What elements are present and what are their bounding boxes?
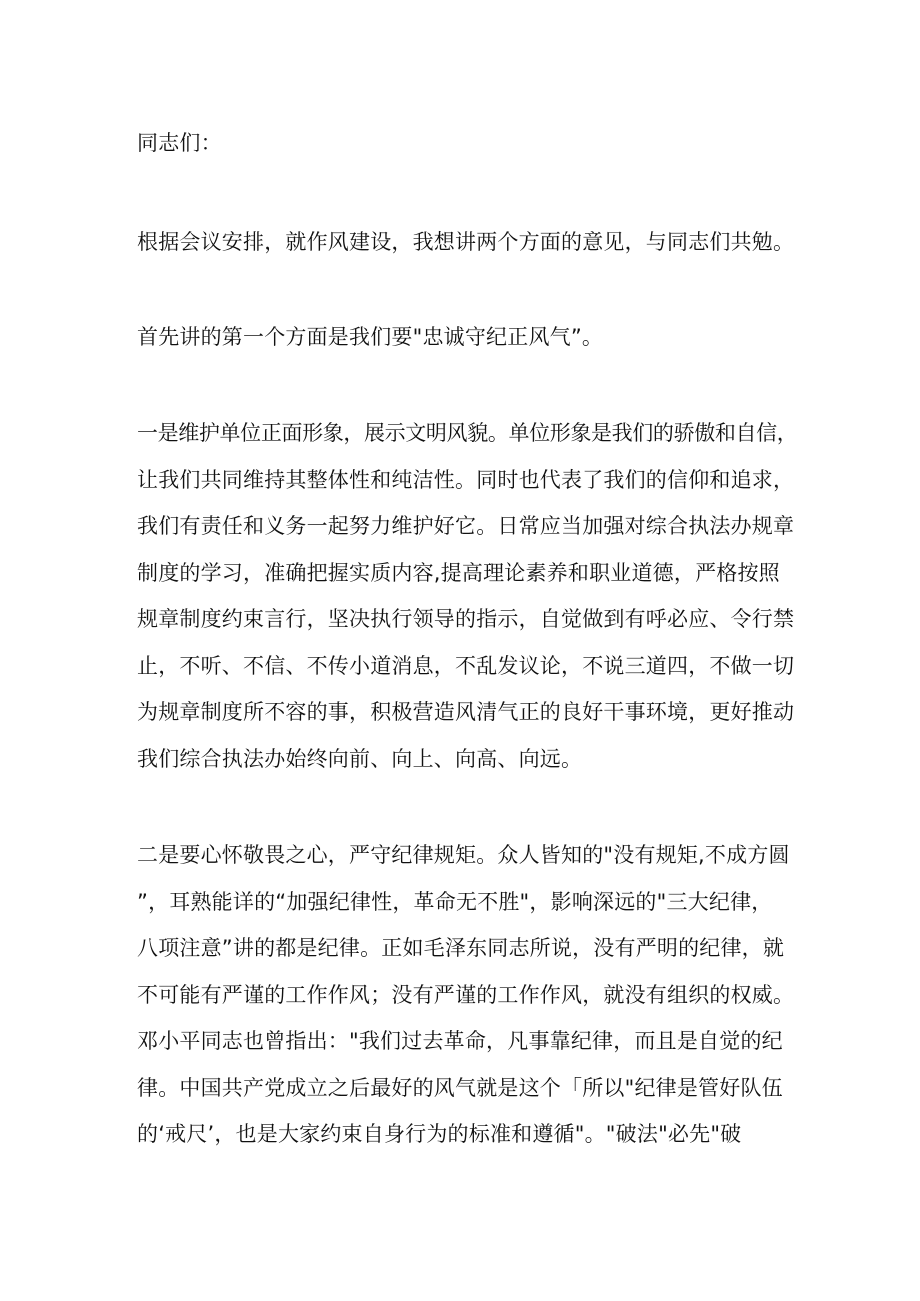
paragraph-line: 规章制度约束言行，坚决执行领导的指示，自觉做到有呼必应、令行禁 bbox=[137, 607, 795, 631]
paragraph-line: 二是要心怀敬畏之心，严守纪律规矩。众人皆知的"没有规矩,不成方圆 bbox=[137, 843, 790, 867]
paragraph-line: 律。中国共产党成立之后最好的风气就是这个「所以"纪律是管好队伍 bbox=[137, 1076, 783, 1100]
paragraph-line: 制度的学习，准确把握实质内容,提高理论素养和职业道德，严格按照 bbox=[137, 561, 780, 585]
paragraph-line: 一是维护单位正面形象，展示文明风貌。单位形象是我们的骄傲和自信， bbox=[137, 421, 798, 445]
paragraph-line: 邓小平同志也曾指出："我们过去革命，凡事靠纪律，而且是自觉的纪 bbox=[137, 1029, 783, 1053]
paragraph-line: 为规章制度所不容的事，积极营造风清气正的良好干事环境，更好推动 bbox=[137, 700, 795, 724]
section-heading: 首先讲的第一个方面是我们要"忠诚守纪正风气”。 bbox=[137, 325, 604, 349]
paragraph-line: 的‘戒尺’，也是大家约束自身行为的标准和遵循"。"破法"必先"破 bbox=[137, 1122, 742, 1146]
paragraph-line: 我们有责任和义务一起努力维护好它。日常应当加强对综合执法办规章 bbox=[137, 514, 795, 538]
paragraph-line: ”，耳熟能详的“加强纪律性，革命无不胜"，影响深远的"三大纪律， bbox=[137, 890, 773, 914]
paragraph-line: 不可能有严谨的工作作风；没有严谨的工作作风，就没有组织的权威。 bbox=[137, 983, 795, 1007]
salutation: 同志们： bbox=[137, 131, 222, 155]
paragraph-line: 止，不听、不信、不传小道消息，不乱发议论，不说三道四，不做一切 bbox=[137, 654, 795, 678]
paragraph-line: 我们综合执法办始终向前、向上、向高、向远。 bbox=[137, 747, 583, 771]
paragraph-line: 让我们共同维持其整体性和纯洁性。同时也代表了我们的信仰和追求， bbox=[137, 468, 795, 492]
intro-paragraph: 根据会议安排，就作风建设，我想讲两个方面的意见，与同志们共勉。 bbox=[137, 230, 795, 254]
paragraph-line: 八项注意”讲的都是纪律。正如毛泽东同志所说，没有严明的纪律，就 bbox=[137, 936, 785, 960]
